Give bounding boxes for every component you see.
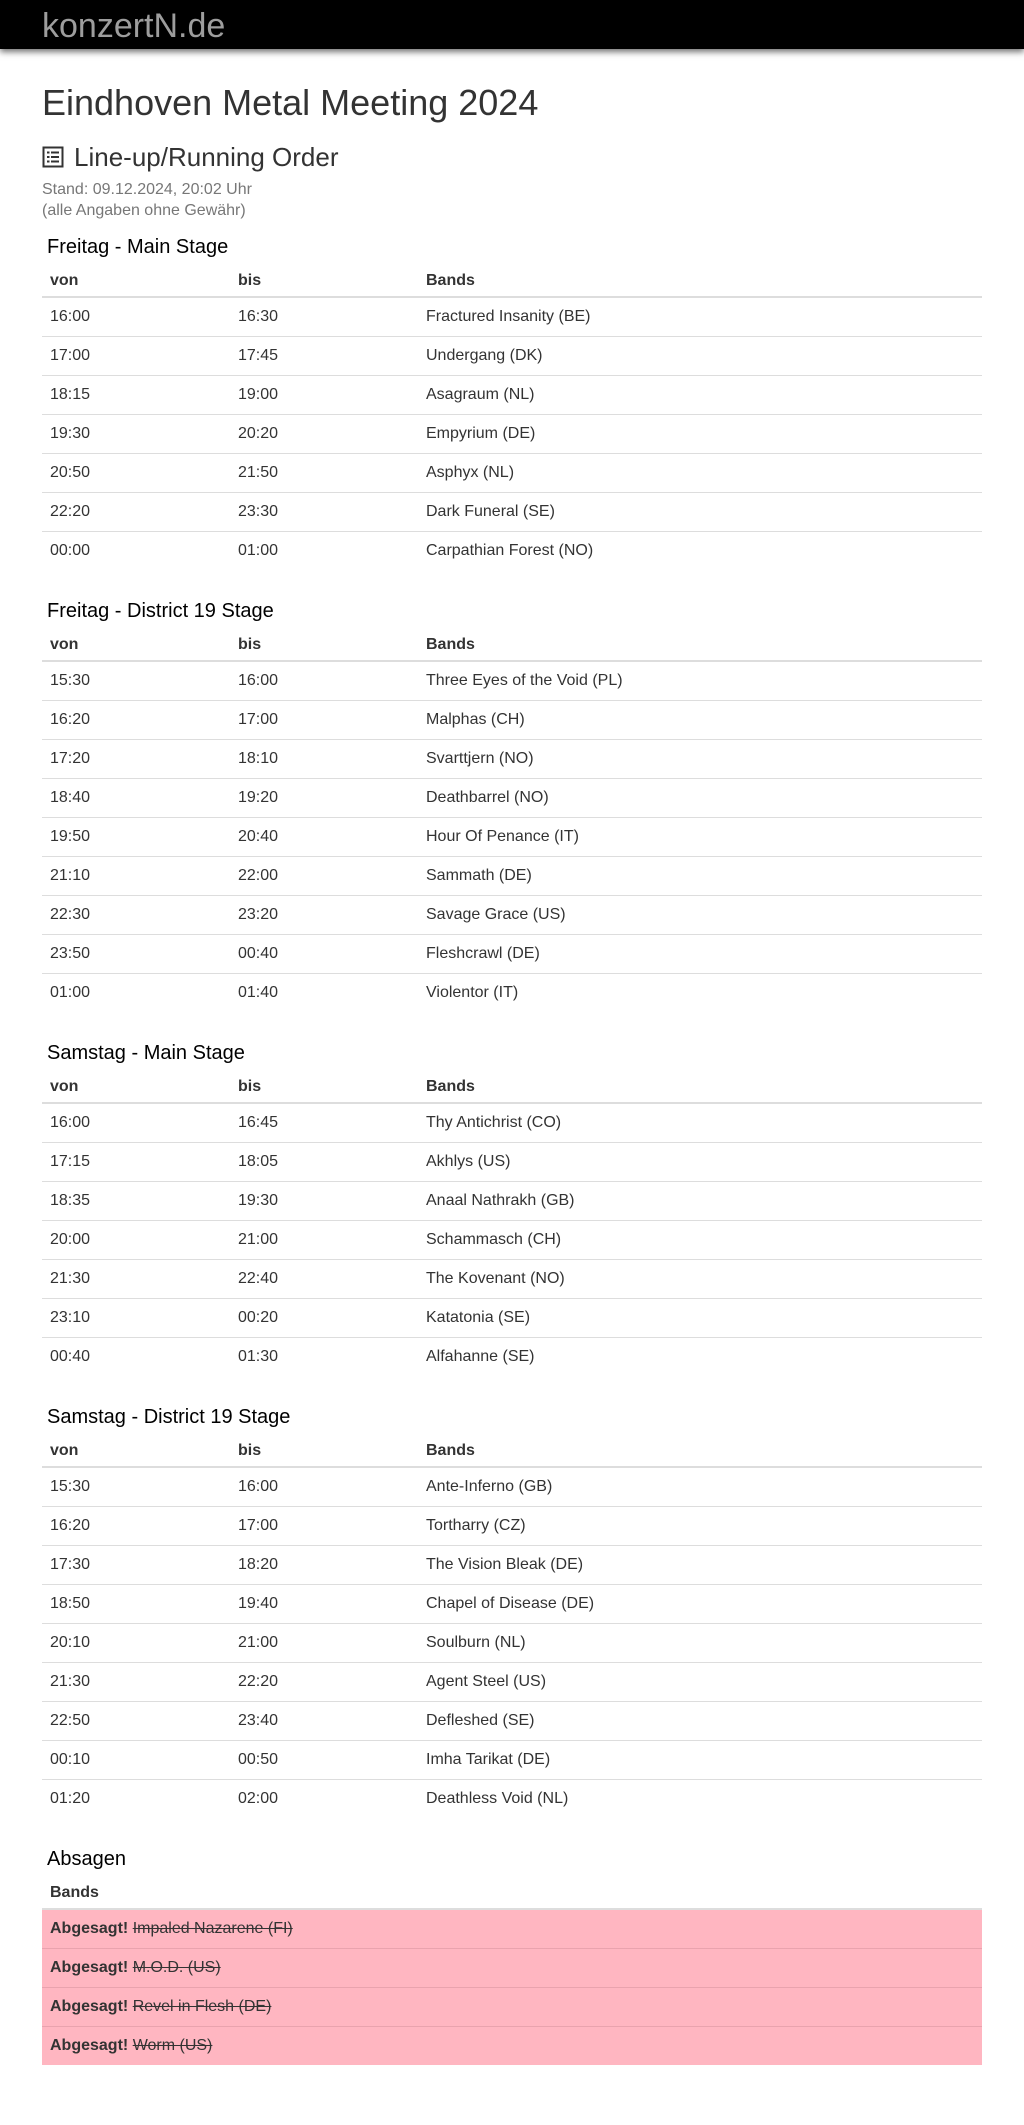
table-row: [42, 376, 982, 415]
start-time: 18:35: [42, 1182, 230, 1221]
column-header-to: bis: [230, 265, 418, 297]
column-header-bands: Bands: [418, 1435, 982, 1467]
start-time: 21:30: [42, 1260, 230, 1299]
table-row: [42, 974, 982, 1013]
cancelled-band-name: Worm (US): [132, 2037, 213, 2054]
band-name: Anaal Nathrakh (GB): [418, 1182, 982, 1221]
start-time: 16:00: [50, 1114, 91, 1131]
end-time: 21:00: [230, 1624, 418, 1663]
start-time: 17:00: [42, 337, 230, 376]
cancelled-band-name: Revel in Flesh (DE): [132, 1998, 272, 2015]
table-header-row: [42, 1071, 982, 1103]
table-header-row: [42, 629, 982, 661]
start-time: 22:30: [42, 896, 230, 935]
end-time: 22:00: [230, 857, 418, 896]
end-time: 22:20: [230, 1663, 418, 1702]
table-row: [42, 532, 982, 571]
band-name: The Vision Bleak (DE): [418, 1546, 982, 1585]
end-time: 17:45: [230, 337, 418, 376]
end-time: 18:05: [230, 1143, 418, 1182]
start-time: 18:40: [42, 779, 230, 818]
table-row: [42, 415, 982, 454]
start-time: 21:10: [42, 857, 230, 896]
column-header-bands: Bands: [418, 629, 982, 661]
table-row: [42, 896, 982, 935]
schedule-section: [42, 598, 982, 1012]
end-time: 19:20: [230, 779, 418, 818]
schedule-section: [42, 1404, 982, 1818]
table-row: [42, 935, 982, 974]
cancelled-band-cell: [42, 2027, 982, 2066]
end-time: 00:20: [230, 1299, 418, 1338]
end-time: 17:00: [230, 1507, 418, 1546]
start-time: 16:00: [50, 308, 91, 325]
table-row: [42, 454, 982, 493]
end-time: 23:40: [230, 1702, 418, 1741]
band-name: Undergang (DK): [418, 337, 982, 376]
table-row: [42, 1585, 982, 1624]
end-time: 16:00: [238, 1478, 279, 1495]
list-icon: [42, 146, 64, 168]
end-time: 19:40: [230, 1585, 418, 1624]
cancelled-label: Abgesagt!: [50, 2037, 129, 2054]
start-time: 16:20: [42, 1507, 230, 1546]
cancelled-band-cell: [42, 1988, 982, 2027]
end-time: 23:30: [230, 493, 418, 532]
band-name: Malphas (CH): [418, 701, 982, 740]
start-time: 00:40: [42, 1338, 230, 1377]
start-time: 18:15: [42, 376, 230, 415]
start-time: 17:20: [42, 740, 230, 779]
end-time: 19:30: [230, 1182, 418, 1221]
table-row: [42, 1221, 982, 1260]
section-title: Samstag - Main Stage: [47, 1042, 245, 1064]
table-row: [42, 1507, 982, 1546]
table-row: [42, 740, 982, 779]
column-header-to: bis: [230, 1435, 418, 1467]
start-time: 20:10: [42, 1624, 230, 1663]
end-time: 00:50: [230, 1741, 418, 1780]
end-time: 21:00: [230, 1221, 418, 1260]
start-time: 00:00: [42, 532, 230, 571]
schedule-section: [42, 1040, 982, 1376]
schedule-table: [42, 1071, 982, 1376]
end-time: 22:40: [230, 1260, 418, 1299]
start-time: 17:30: [42, 1546, 230, 1585]
band-name: Agent Steel (US): [418, 1663, 982, 1702]
cancelled-band-cell: [42, 1949, 982, 1988]
schedule-table: [42, 629, 982, 1012]
table-header-row: [42, 1435, 982, 1467]
table-row: [42, 1624, 982, 1663]
schedule-sections: [42, 221, 982, 1818]
end-time: 01:00: [230, 532, 418, 571]
cancelled-band-name: M.O.D. (US): [132, 1959, 221, 1976]
band-name: Asagraum (NL): [418, 376, 982, 415]
start-time: 19:50: [42, 818, 230, 857]
end-time: 18:20: [230, 1546, 418, 1585]
band-name: Savage Grace (US): [418, 896, 982, 935]
table-row: [42, 1702, 982, 1741]
start-time: 23:50: [42, 935, 230, 974]
table-row: [42, 1741, 982, 1780]
table-row: [42, 1546, 982, 1585]
schedule-table: [42, 1435, 982, 1818]
cancellations-table: [42, 1877, 982, 2065]
table-row: [42, 1780, 982, 1819]
start-time: 20:50: [42, 454, 230, 493]
column-header-from: von: [42, 265, 230, 297]
band-name: Sammath (DE): [418, 857, 982, 896]
end-time: 19:00: [230, 376, 418, 415]
band-name: Three Eyes of the Void (PL): [426, 672, 623, 689]
band-name: Deathless Void (NL): [418, 1780, 982, 1819]
end-time: 18:10: [230, 740, 418, 779]
band-name: Fleshcrawl (DE): [418, 935, 982, 974]
brand-logo-link[interactable]: konzertN.de: [42, 7, 226, 45]
table-row: [42, 701, 982, 740]
band-name: Alfahanne (SE): [418, 1338, 982, 1377]
schedule-section: [42, 234, 982, 570]
band-name: Schammasch (CH): [418, 1221, 982, 1260]
start-time: 00:10: [42, 1741, 230, 1780]
start-time: 21:30: [42, 1663, 230, 1702]
cancellations-section: [42, 1846, 982, 2065]
column-header-from: von: [42, 1435, 230, 1467]
band-name: Fractured Insanity (BE): [426, 308, 591, 325]
table-row: [42, 1988, 982, 2027]
end-time: 01:30: [230, 1338, 418, 1377]
start-time: 01:00: [42, 974, 230, 1013]
lineup-heading: [42, 141, 982, 173]
section-title: Freitag - Main Stage: [47, 236, 229, 258]
cancelled-band-name: Impaled Nazarene (FI): [132, 1920, 293, 1937]
band-name: Hour Of Penance (IT): [418, 818, 982, 857]
column-header-to: bis: [230, 629, 418, 661]
main-content: [0, 83, 1024, 2065]
end-time: 20:40: [230, 818, 418, 857]
end-time: 21:50: [230, 454, 418, 493]
start-time: 20:00: [42, 1221, 230, 1260]
band-name: Violentor (IT): [418, 974, 982, 1013]
table-row: [42, 337, 982, 376]
band-name: Dark Funeral (SE): [418, 493, 982, 532]
band-name: Thy Antichrist (CO): [426, 1114, 562, 1131]
section-title: Freitag - District 19 Stage: [47, 600, 274, 622]
top-navbar: [0, 0, 1024, 49]
band-name: The Kovenant (NO): [418, 1260, 982, 1299]
disclaimer: (alle Angaben ohne Gewähr): [42, 202, 246, 219]
band-name: Empyrium (DE): [418, 415, 982, 454]
start-time: 15:30: [50, 672, 91, 689]
table-header-row: [42, 265, 982, 297]
start-time: 01:20: [42, 1780, 230, 1819]
table-row: [42, 297, 982, 337]
table-row: [42, 1103, 982, 1143]
start-time: 17:15: [42, 1143, 230, 1182]
column-header-to: bis: [230, 1071, 418, 1103]
table-row: [42, 779, 982, 818]
start-time: 16:20: [42, 701, 230, 740]
lineup-title: Line-up/Running Order: [74, 142, 339, 172]
table-row: [42, 2027, 982, 2066]
cancelled-label: Abgesagt!: [50, 1959, 129, 1976]
end-time: 01:40: [230, 974, 418, 1013]
cancelled-label: Abgesagt!: [50, 1998, 129, 2015]
stand-date: Stand: 09.12.2024, 20:02 Uhr: [42, 181, 252, 198]
column-header-bands: Bands: [418, 265, 982, 297]
band-name: Defleshed (SE): [418, 1702, 982, 1741]
band-name: Carpathian Forest (NO): [418, 532, 982, 571]
stand-info: [42, 179, 982, 221]
band-name: Chapel of Disease (DE): [418, 1585, 982, 1624]
end-time: 02:00: [230, 1780, 418, 1819]
start-time: 18:50: [42, 1585, 230, 1624]
column-header-from: von: [42, 629, 230, 661]
end-time: 16:00: [238, 672, 279, 689]
end-time: 16:30: [238, 308, 279, 325]
band-name: Asphyx (NL): [418, 454, 982, 493]
column-header-from: von: [42, 1071, 230, 1103]
band-name: Akhlys (US): [418, 1143, 982, 1182]
table-row: [42, 1338, 982, 1377]
section-title: Samstag - District 19 Stage: [47, 1406, 291, 1428]
end-time: 20:20: [230, 415, 418, 454]
table-row: [42, 1299, 982, 1338]
column-header-bands: Bands: [42, 1877, 982, 1909]
start-time: 15:30: [50, 1478, 91, 1495]
table-row: [42, 1909, 982, 1949]
table-row: [42, 818, 982, 857]
band-name: Soulburn (NL): [418, 1624, 982, 1663]
table-row: [42, 493, 982, 532]
end-time: 16:45: [238, 1114, 279, 1131]
table-row: [42, 1467, 982, 1507]
band-name: Katatonia (SE): [418, 1299, 982, 1338]
table-row: [42, 857, 982, 896]
start-time: 22:50: [42, 1702, 230, 1741]
end-time: 17:00: [230, 701, 418, 740]
band-name: Ante-Inferno (GB): [426, 1478, 553, 1495]
band-name: Tortharry (CZ): [418, 1507, 982, 1546]
start-time: 19:30: [42, 415, 230, 454]
band-name: Imha Tarikat (DE): [418, 1741, 982, 1780]
page-title: Eindhoven Metal Meeting 2024: [42, 82, 539, 123]
section-title: Absagen: [47, 1848, 126, 1870]
end-time: 00:40: [230, 935, 418, 974]
table-row: [42, 1182, 982, 1221]
cancelled-label: Abgesagt!: [50, 1920, 129, 1937]
table-row: [42, 1663, 982, 1702]
table-row: [42, 1949, 982, 1988]
band-name: Svarttjern (NO): [418, 740, 982, 779]
table-header-row: [42, 1877, 982, 1909]
column-header-bands: Bands: [418, 1071, 982, 1103]
table-row: [42, 1260, 982, 1299]
table-row: [42, 1143, 982, 1182]
cancelled-band-cell: [42, 1909, 982, 1949]
band-name: Deathbarrel (NO): [418, 779, 982, 818]
start-time: 23:10: [42, 1299, 230, 1338]
end-time: 23:20: [230, 896, 418, 935]
schedule-table: [42, 265, 982, 570]
start-time: 22:20: [42, 493, 230, 532]
table-row: [42, 661, 982, 701]
